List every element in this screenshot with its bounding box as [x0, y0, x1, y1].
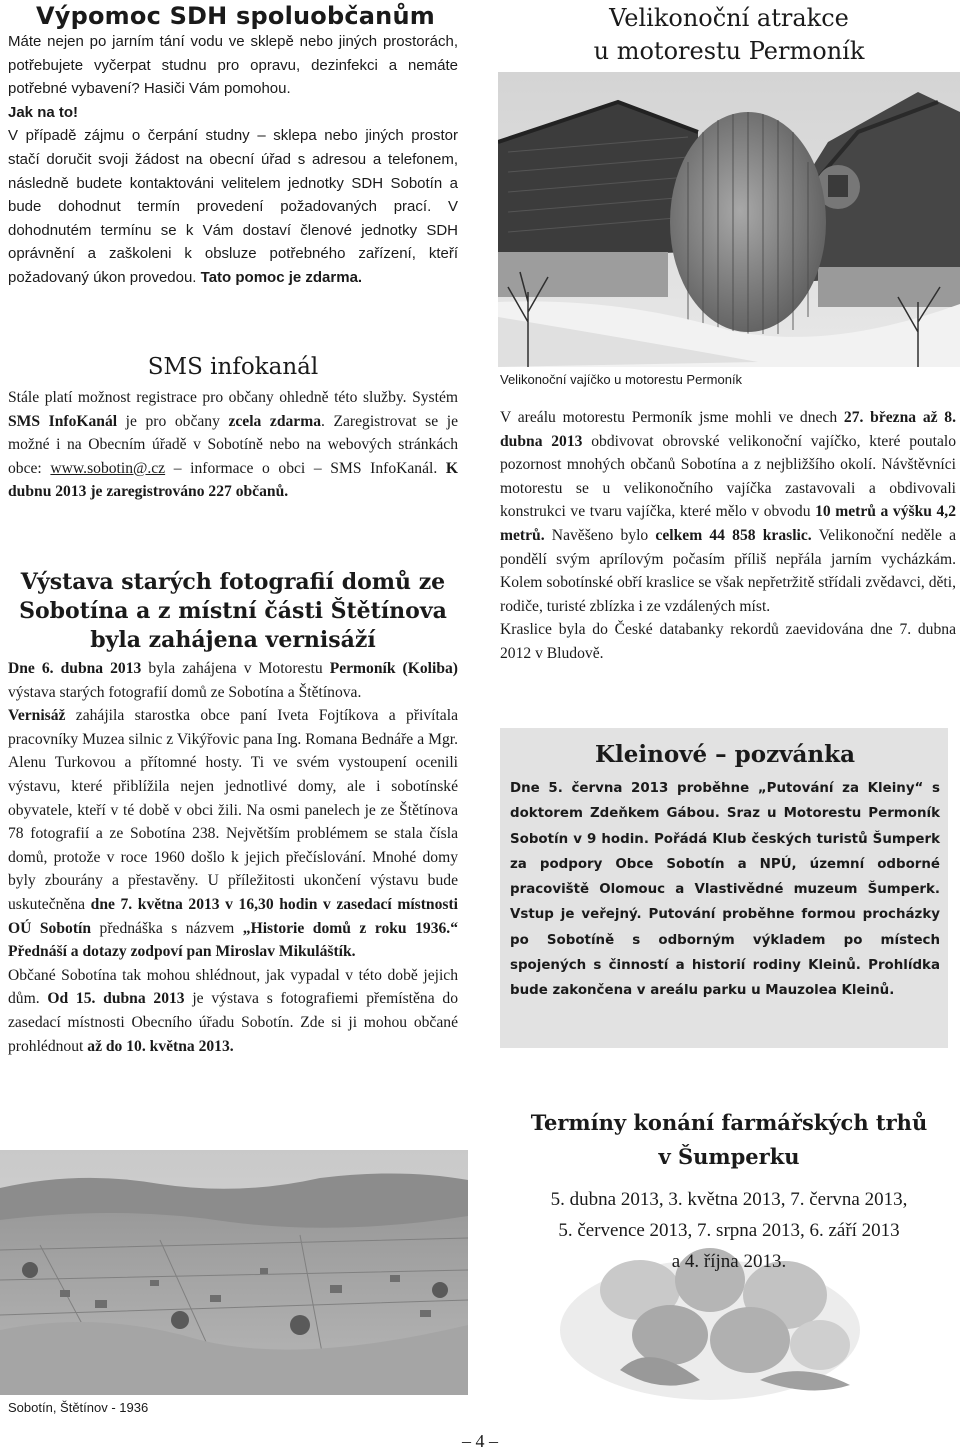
article-velikonocni [500, 406, 956, 666]
old-photo-1936 [0, 1150, 468, 1395]
vypomoc-intro: Máte nejen po jarním tání vodu ve sklepě nebo jiných prostorách, potřebujete vyčerpat studnu pro opravu, dezinfekci a nemáte potřebné vybavení? Hasiči Vám pomohou. [8, 33, 458, 98]
trhy-dates: 5. dubna 2013, 3. května 2013, 7. června 2013, 5. července 2013, 7. srpna 2013, 6. září 2013 a 4. října 2013. [550, 1189, 908, 1272]
easter-egg-caption: Velikonoční vajíčko u motorestu Permoník [500, 372, 743, 387]
page-number: – 4 – [462, 1431, 498, 1451]
kleinove-box [500, 728, 948, 1048]
article-vystava [8, 568, 458, 1058]
sms-body: Stále platí možnost registrace pro občany ohledně této služby. Systém SMS InfoKanál je pro občany zcela zdarma. Zaregistrovat se je možné i na Obecním úřadě v Sobotíně nebo na webových stránkách obce: www.sobotin@.cz – informace o obci – SMS InfoKanál. K dubnu 2013 je zaregistrováno 227 občanů. [8, 389, 459, 501]
landscape-photo-image [0, 1150, 468, 1395]
velikonocni-p2: Kraslice byla do České databanky rekordů zaevidována dne 7. dubna 2012 v Bludově. [500, 621, 956, 662]
easter-egg-photo [498, 72, 960, 367]
trhy-title: Termíny konání farmářských trhů v Šumperku [530, 1110, 928, 1169]
vypomoc-body: V případě zájmu o čerpání studny – sklepa nebo jiných prostor stačí doručit svoji žádost na obecní úřad s adresou a telefonem, následně budete kontaktováni velitelem jednotky SDH Sobotín a bude dohodnut termín provedení požadovaných prací. V dohodnutém termínu se k Vám dostaví členové jednotky SDH oprávnění a zaškoleni k obsluze potřebného zařízení, kteří požadovaný úkon provedou. Tato pomoc je zdarma. [8, 127, 458, 286]
sms-link[interactable]: www.sobotin@.cz [50, 459, 166, 477]
vypomoc-tagline: Jak na to! [8, 103, 79, 121]
old-photo-caption: Sobotín, Štětínov - 1936 [8, 1400, 149, 1415]
vypomoc-title: Výpomoc SDH spoluobčanům [36, 2, 435, 30]
vystava-p3: Občané Sobotína tak mohou shlédnout, jak vypadal v této době jejich dům. Od 15. dubna 2013 je výstava s fotografiemi přemístěna do zasedací místnosti Obecního úřadu Sobotín. Zde si ji mohou občané prohlédnout až do 10. května 2013. [8, 966, 458, 1055]
sms-title: SMS infokanál [147, 354, 319, 380]
vystava-title: Výstava starých fotografií domů ze Sobotína a z místní části Štětínova byla zahájena vernisáží [19, 569, 447, 653]
velikonocni-p1: V areálu motorestu Permoník jsme mohli ve dnech 27. března až 8. dubna 2013 obdivovat obrovské velikonoční vajíčko, které poutalo pozornost mnohých občanů Sobotína a z nejbližšího okolí. Návštěvníci motorestu se u velikonočního vajíčka zastavovali a obdivovali konstrukci ve tvaru vajíčka, které mělo v obvodu 10 metrů a výšku 4,2 metrů. Navěšeno bylo celkem 44 858 kraslic. Velikonoční neděle a pondělí svým aprílovým počasím příliš nepřála jarním vycházkám. Kolem sobotínské obří kraslice se však nepřetržitě střídali zvědavci, děti, rodiče, turisté zblízka i ze vzdálených míst. [500, 409, 957, 615]
article-vypomoc [8, 2, 458, 290]
kleinove-body: Dne 5. června 2013 proběhne „Putování za Kleiny“ s doktorem Zdeňkem Gábou. Sraz u Motorestu Permoník Sobotín v 9 hodin. Pořádá Klub českých turistů Šumperk za podpory Obce Sobotín a NPÚ, územní odborné pracoviště Olomouc a Vlastivědné muzeum Šumperk. Vstup je veřejný. Putování proběhne formou procházky po Sobotíně s odborným výkladem po místech spojených s činností a historií rodiny Kleinů. Prohlídka bude zakončena v areálu parku u Mauzolea Kleinů. [510, 781, 940, 999]
article-sms [8, 352, 458, 504]
kleinove-title: Kleinové – pozvánka [595, 741, 855, 768]
vystava-p1: Dne 6. dubna 2013 byla zahájena v Motorestu Permoník (Koliba) výstava starých fotografií domů ze Sobotína a Štětínova. [8, 660, 458, 701]
egg-photo-image [498, 72, 960, 367]
vystava-p2: Vernisáž zahájila starostka obce paní Iveta Fojtíkova a přivítala pracovníky Muzea silnic z Vikýřovic pana Ing. Romana Bednáře a Mgr. Alenu Turkovou a přítomné hosty. Ti ve svém vystoupení ocenili výstavu, které přiblížila nejen jednotlivé domy, ale i sobotínské obyvatele, kteří v té době v obci žili. Na osmi panelech je ze Štětínova 78 fotografií a ze Sobotína 238. Největším problémem se stala čísla domů, protože v roce 1960 došlo k jejich přečíslování. Mnohé domy byly zbourány a přestavěny. U příležitosti ukončení výstavu bude uskutečněna dne 7. května 2013 v 16,30 hodin v zasedací místnosti OÚ Sobotín přednáška s názvem „Historie domů z roku 1936.“ Přednáší a dotazy zodpoví pan Miroslav Mikuláštík. [8, 707, 458, 961]
velikonocni-title: Velikonoční atrakce u motorestu Permoník [593, 4, 865, 65]
